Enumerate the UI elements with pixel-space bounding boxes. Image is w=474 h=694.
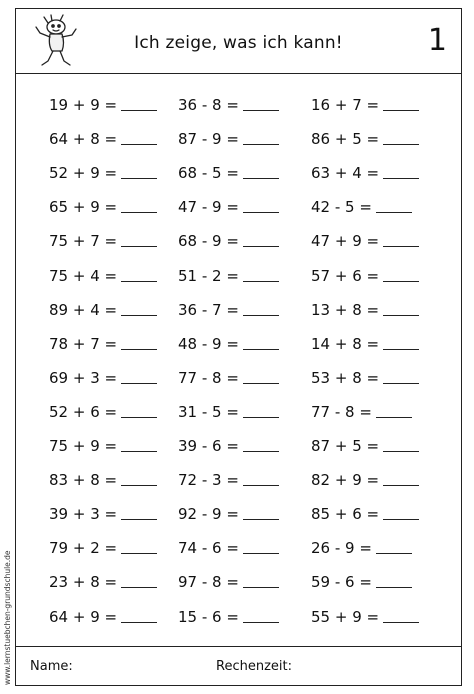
worksheet-footer — [16, 646, 461, 685]
problem-row — [16, 500, 461, 528]
problem-expression: 68 - 5 = — [178, 164, 239, 183]
answer-blank[interactable] — [243, 450, 279, 452]
problem-expression: 85 + 6 = — [311, 505, 380, 524]
answer-blank[interactable] — [121, 552, 157, 554]
problem — [311, 432, 419, 460]
problem-expression: 65 + 9 = — [49, 198, 118, 217]
answer-blank[interactable] — [243, 382, 279, 384]
problem — [311, 159, 419, 187]
problem — [49, 227, 157, 255]
answer-blank[interactable] — [121, 245, 157, 247]
problem — [178, 125, 279, 153]
problem-expression: 36 - 7 = — [178, 300, 239, 319]
problem-row — [16, 364, 461, 392]
answer-blank[interactable] — [121, 177, 157, 179]
answer-blank[interactable] — [376, 416, 412, 418]
problem-expression: 15 - 6 = — [178, 607, 239, 626]
problem — [178, 432, 279, 460]
problem-expression: 42 - 5 = — [311, 198, 372, 217]
answer-blank[interactable] — [383, 382, 419, 384]
answer-blank[interactable] — [121, 621, 157, 623]
answer-blank[interactable] — [376, 552, 412, 554]
problem-row — [16, 159, 461, 187]
answer-blank[interactable] — [121, 416, 157, 418]
problem-expression: 75 + 7 = — [49, 232, 118, 251]
problem-row — [16, 193, 461, 221]
worksheet-header — [16, 9, 461, 74]
problem-expression: 55 + 9 = — [311, 607, 380, 626]
answer-blank[interactable] — [383, 518, 419, 520]
answer-blank[interactable] — [376, 586, 412, 588]
answer-blank[interactable] — [121, 586, 157, 588]
problem — [49, 500, 157, 528]
problem — [178, 500, 279, 528]
problem-expression: 36 - 8 = — [178, 96, 239, 114]
problem-expression: 74 - 6 = — [178, 539, 239, 558]
sheet-number: 1 — [427, 23, 447, 58]
problem-expression: 97 - 8 = — [178, 573, 239, 592]
page-title: Ich zeige, was ich kann! — [134, 33, 343, 53]
problem-row — [16, 330, 461, 358]
problem — [178, 466, 279, 494]
problem — [178, 296, 279, 324]
answer-blank[interactable] — [243, 109, 279, 111]
problem-expression: 78 + 7 = — [49, 334, 118, 353]
answer-blank[interactable] — [243, 211, 279, 213]
problem-expression: 87 + 5 = — [311, 437, 380, 455]
answer-blank[interactable] — [383, 143, 419, 145]
answer-blank[interactable] — [383, 450, 419, 452]
problem-row — [16, 534, 461, 562]
answer-blank[interactable] — [121, 450, 157, 452]
problem — [178, 227, 279, 255]
answer-blank[interactable] — [243, 314, 279, 316]
problem-expression: 68 - 9 = — [178, 232, 239, 251]
problem — [49, 568, 157, 596]
problem — [311, 193, 412, 221]
problem-expression: 19 + 9 = — [49, 96, 118, 114]
problem-expression: 13 + 8 = — [311, 300, 380, 319]
problem — [178, 603, 279, 631]
problem-expression: 69 + 3 = — [49, 368, 118, 387]
problem — [49, 193, 157, 221]
answer-blank[interactable] — [243, 586, 279, 588]
answer-blank[interactable] — [383, 348, 419, 350]
problem — [311, 534, 412, 562]
answer-blank[interactable] — [121, 211, 157, 213]
problem-expression: 89 + 4 = — [49, 300, 118, 319]
problem-expression: 64 + 8 = — [49, 130, 118, 149]
problem-row — [16, 296, 461, 324]
answer-blank[interactable] — [383, 484, 419, 486]
problem — [311, 91, 419, 119]
answer-blank[interactable] — [121, 348, 157, 350]
problem — [49, 159, 157, 187]
problem — [49, 296, 157, 324]
answer-blank[interactable] — [383, 280, 419, 282]
answer-blank[interactable] — [243, 245, 279, 247]
problem — [178, 364, 279, 392]
website-credit-text: www.lernstuebchen-grundschule.de — [3, 550, 12, 685]
problem — [311, 364, 419, 392]
problem — [178, 534, 279, 562]
problem — [49, 432, 157, 460]
problem-expression: 14 + 8 = — [311, 334, 380, 353]
time-label: Rechenzeit: — [216, 659, 292, 674]
problem-row — [16, 91, 461, 119]
problem — [178, 159, 279, 187]
problem-expression: 83 + 8 = — [49, 471, 118, 490]
problem-expression: 47 - 9 = — [178, 198, 239, 217]
problem — [49, 91, 157, 119]
problem-expression: 52 + 6 = — [49, 402, 118, 421]
problem — [178, 398, 279, 426]
problem-expression: 57 + 6 = — [311, 266, 380, 285]
answer-blank[interactable] — [383, 314, 419, 316]
problem — [49, 125, 157, 153]
problem — [49, 364, 157, 392]
problem — [178, 568, 279, 596]
problem-row — [16, 227, 461, 255]
problem — [178, 262, 279, 290]
problem — [49, 398, 157, 426]
problem — [311, 568, 412, 596]
problem — [49, 262, 157, 290]
problem-expression: 16 + 7 = — [311, 96, 380, 114]
answer-blank[interactable] — [121, 314, 157, 316]
problem-expression: 63 + 4 = — [311, 164, 380, 183]
answer-blank[interactable] — [243, 621, 279, 623]
problem — [49, 330, 157, 358]
problem-expression: 23 + 8 = — [49, 573, 118, 592]
problem — [311, 125, 419, 153]
problem-expression: 86 + 5 = — [311, 130, 380, 149]
problem — [311, 330, 419, 358]
problem-expression: 39 - 6 = — [178, 437, 239, 455]
answer-blank[interactable] — [243, 280, 279, 282]
problem-row — [16, 125, 461, 153]
problem-expression: 31 - 5 = — [178, 402, 239, 421]
answer-blank[interactable] — [376, 211, 412, 213]
answer-blank[interactable] — [383, 177, 419, 179]
problem-expression: 82 + 9 = — [311, 471, 380, 490]
answer-blank[interactable] — [243, 484, 279, 486]
problem — [49, 603, 157, 631]
problem — [311, 603, 419, 631]
answer-blank[interactable] — [121, 109, 157, 111]
answer-blank[interactable] — [121, 484, 157, 486]
website-credit — [3, 535, 13, 685]
problem-expression: 75 + 4 = — [49, 266, 118, 285]
problem — [311, 296, 419, 324]
problem — [178, 193, 279, 221]
problem-expression: 59 - 6 = — [311, 573, 372, 592]
problem-expression: 53 + 8 = — [311, 368, 380, 387]
answer-blank[interactable] — [243, 177, 279, 179]
problem-expression: 92 - 9 = — [178, 505, 239, 524]
problem — [311, 466, 419, 494]
problem — [49, 534, 157, 562]
answer-blank[interactable] — [243, 518, 279, 520]
answer-blank[interactable] — [121, 280, 157, 282]
answer-blank[interactable] — [121, 143, 157, 145]
problem — [311, 500, 419, 528]
answer-blank[interactable] — [243, 348, 279, 350]
problem — [311, 262, 419, 290]
problem — [49, 466, 157, 494]
answer-blank[interactable] — [243, 416, 279, 418]
answer-blank[interactable] — [383, 109, 419, 111]
problem — [178, 91, 279, 119]
problem-expression: 52 + 9 = — [49, 164, 118, 183]
problem-row — [16, 432, 461, 460]
problem-expression: 72 - 3 = — [178, 471, 239, 490]
answer-blank[interactable] — [383, 245, 419, 247]
answer-blank[interactable] — [383, 621, 419, 623]
answer-blank[interactable] — [121, 382, 157, 384]
problem-expression: 75 + 9 = — [49, 437, 118, 455]
problem-expression: 77 - 8 = — [178, 368, 239, 387]
problem — [311, 398, 412, 426]
problem-row — [16, 398, 461, 426]
problem — [178, 330, 279, 358]
answer-blank[interactable] — [243, 143, 279, 145]
answer-blank[interactable] — [121, 518, 157, 520]
problem-expression: 26 - 9 = — [311, 539, 372, 558]
problem-expression: 64 + 9 = — [49, 607, 118, 626]
answer-blank[interactable] — [243, 552, 279, 554]
problem-row — [16, 603, 461, 631]
problem-row — [16, 262, 461, 290]
problem-expression: 48 - 9 = — [178, 334, 239, 353]
problem-expression: 87 - 9 = — [178, 130, 239, 149]
problem-expression: 39 + 3 = — [49, 505, 118, 524]
problem-row — [16, 568, 461, 596]
problem-expression: 47 + 9 = — [311, 232, 380, 251]
name-label: Name: — [30, 659, 73, 674]
problem-expression: 51 - 2 = — [178, 266, 239, 285]
problem-row — [16, 466, 461, 494]
worksheet — [15, 8, 462, 686]
problem-expression: 79 + 2 = — [49, 539, 118, 558]
problem — [311, 227, 419, 255]
problem-expression: 77 - 8 = — [311, 402, 372, 421]
